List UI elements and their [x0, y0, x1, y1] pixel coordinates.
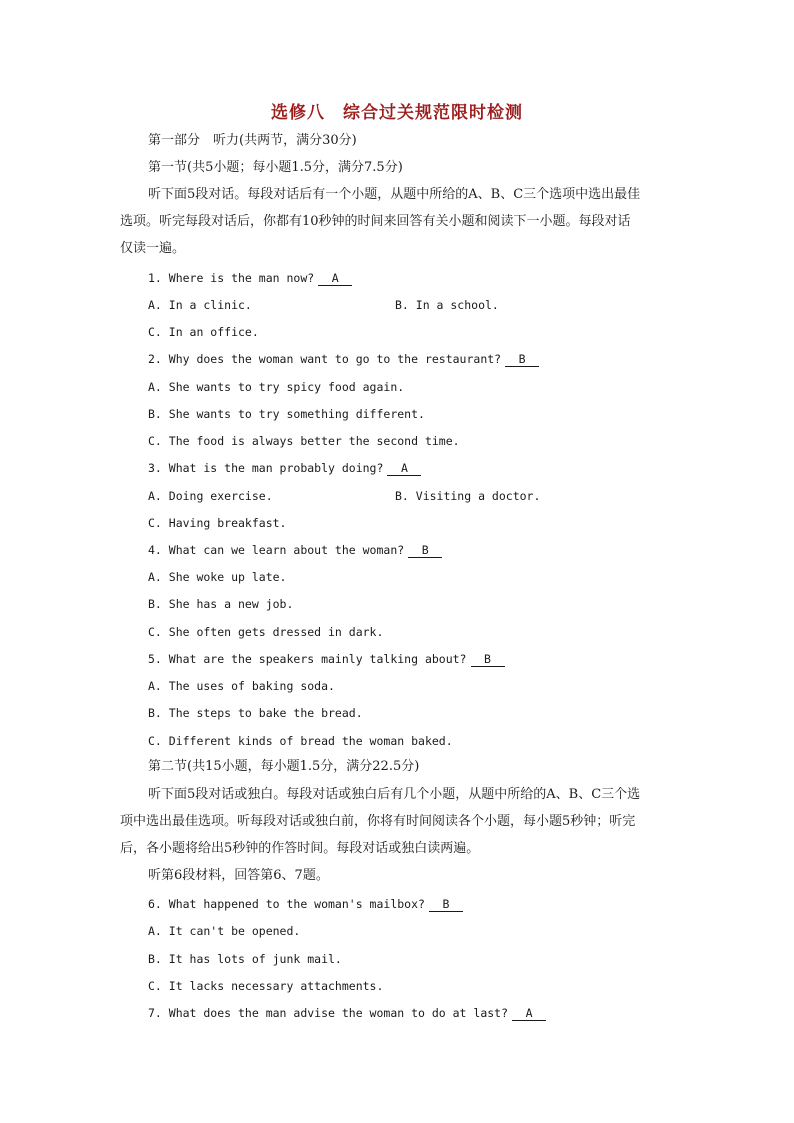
section1-instructions-line-3: 仅读一遍。: [120, 241, 186, 256]
question-7: [148, 1005, 546, 1021]
question-4-option-a: A. She woke up late.: [148, 570, 287, 584]
question-6: [148, 896, 463, 912]
section1-instructions-line-2: 选项。听完每段对话后，你都有10秒钟的时间来回答有关小题和阅读下一小题。每段对话: [120, 214, 631, 229]
question-5-option-b: B. The steps to bake the bread.: [148, 706, 363, 720]
question-5: [148, 651, 505, 667]
question-3: [148, 460, 421, 476]
question-4-stem: 4. What can we learn about the woman?: [148, 543, 405, 557]
question-5-option-a: A. The uses of baking soda.: [148, 679, 335, 693]
section1-heading: 第一节(共5小题；每小题1.5分，满分7.5分): [148, 160, 403, 175]
question-1-answer: A: [318, 272, 352, 286]
section1-instructions-line-1: 听下面5段对话。每段对话后有一个小题，从题中所给的A、B、C三个选项中选出最佳: [148, 187, 641, 202]
question-4-option-c: C. She often gets dressed in dark.: [148, 625, 384, 639]
section2-instructions-line-2: 项中选出最佳选项。听每段对话或独白前，你将有时间阅读各个小题，每小题5秒钟；听完: [120, 814, 636, 829]
question-6-answer: B: [429, 898, 463, 912]
question-2-stem: 2. Why does the woman want to go to the restaurant?: [148, 352, 502, 366]
question-3-option-a: A. Doing exercise.: [148, 489, 273, 503]
question-6-option-a: A. It can't be opened.: [148, 924, 301, 938]
question-3-option-c: C. Having breakfast.: [148, 516, 287, 530]
question-3-stem: 3. What is the man probably doing?: [148, 461, 384, 475]
question-1-stem: 1. Where is the man now?: [148, 271, 315, 285]
part1-heading: 第一部分 听力(共两节，满分30分): [148, 133, 357, 148]
question-6-option-b: B. It has lots of junk mail.: [148, 952, 342, 966]
section2-instructions-line-1: 听下面5段对话或独白。每段对话或独白后有几个小题，从题中所给的A、B、C三个选: [148, 787, 641, 802]
question-1-option-c: C. In an office.: [148, 325, 259, 339]
question-1-option-b: B. In a school.: [395, 298, 499, 312]
page-title: 选修八 综合过关规范限时检测: [271, 103, 523, 123]
question-1: [148, 270, 352, 286]
question-1-option-a: A. In a clinic.: [148, 298, 252, 312]
section2-heading: 第二节(共15小题，每小题1.5分，满分22.5分): [148, 759, 420, 774]
question-2-option-c: C. The food is always better the second time.: [148, 434, 460, 448]
question-2-option-a: A. She wants to try spicy food again.: [148, 380, 405, 394]
question-4-option-b: B. She has a new job.: [148, 597, 294, 611]
question-3-option-b: B. Visiting a doctor.: [395, 489, 541, 503]
question-7-stem: 7. What does the man advise the woman to do at last?: [148, 1006, 509, 1020]
question-6-stem: 6. What happened to the woman's mailbox?: [148, 897, 425, 911]
question-2-option-b: B. She wants to try something different.: [148, 407, 425, 421]
question-2: [148, 351, 539, 367]
question-4-answer: B: [408, 544, 442, 558]
question-4: [148, 542, 442, 558]
question-7-answer: A: [512, 1007, 546, 1021]
question-5-stem: 5. What are the speakers mainly talking about?: [148, 652, 467, 666]
question-5-option-c: C. Different kinds of bread the woman baked.: [148, 734, 453, 748]
question-3-answer: A: [387, 462, 421, 476]
question-5-answer: B: [471, 653, 505, 667]
material-6-heading: 听第6段材料，回答第6、7题。: [148, 868, 329, 883]
question-6-option-c: C. It lacks necessary attachments.: [148, 979, 384, 993]
section2-instructions-line-3: 后，各小题将给出5秒钟的作答时间。每段对话或独白读两遍。: [120, 841, 480, 856]
question-2-answer: B: [505, 353, 539, 367]
